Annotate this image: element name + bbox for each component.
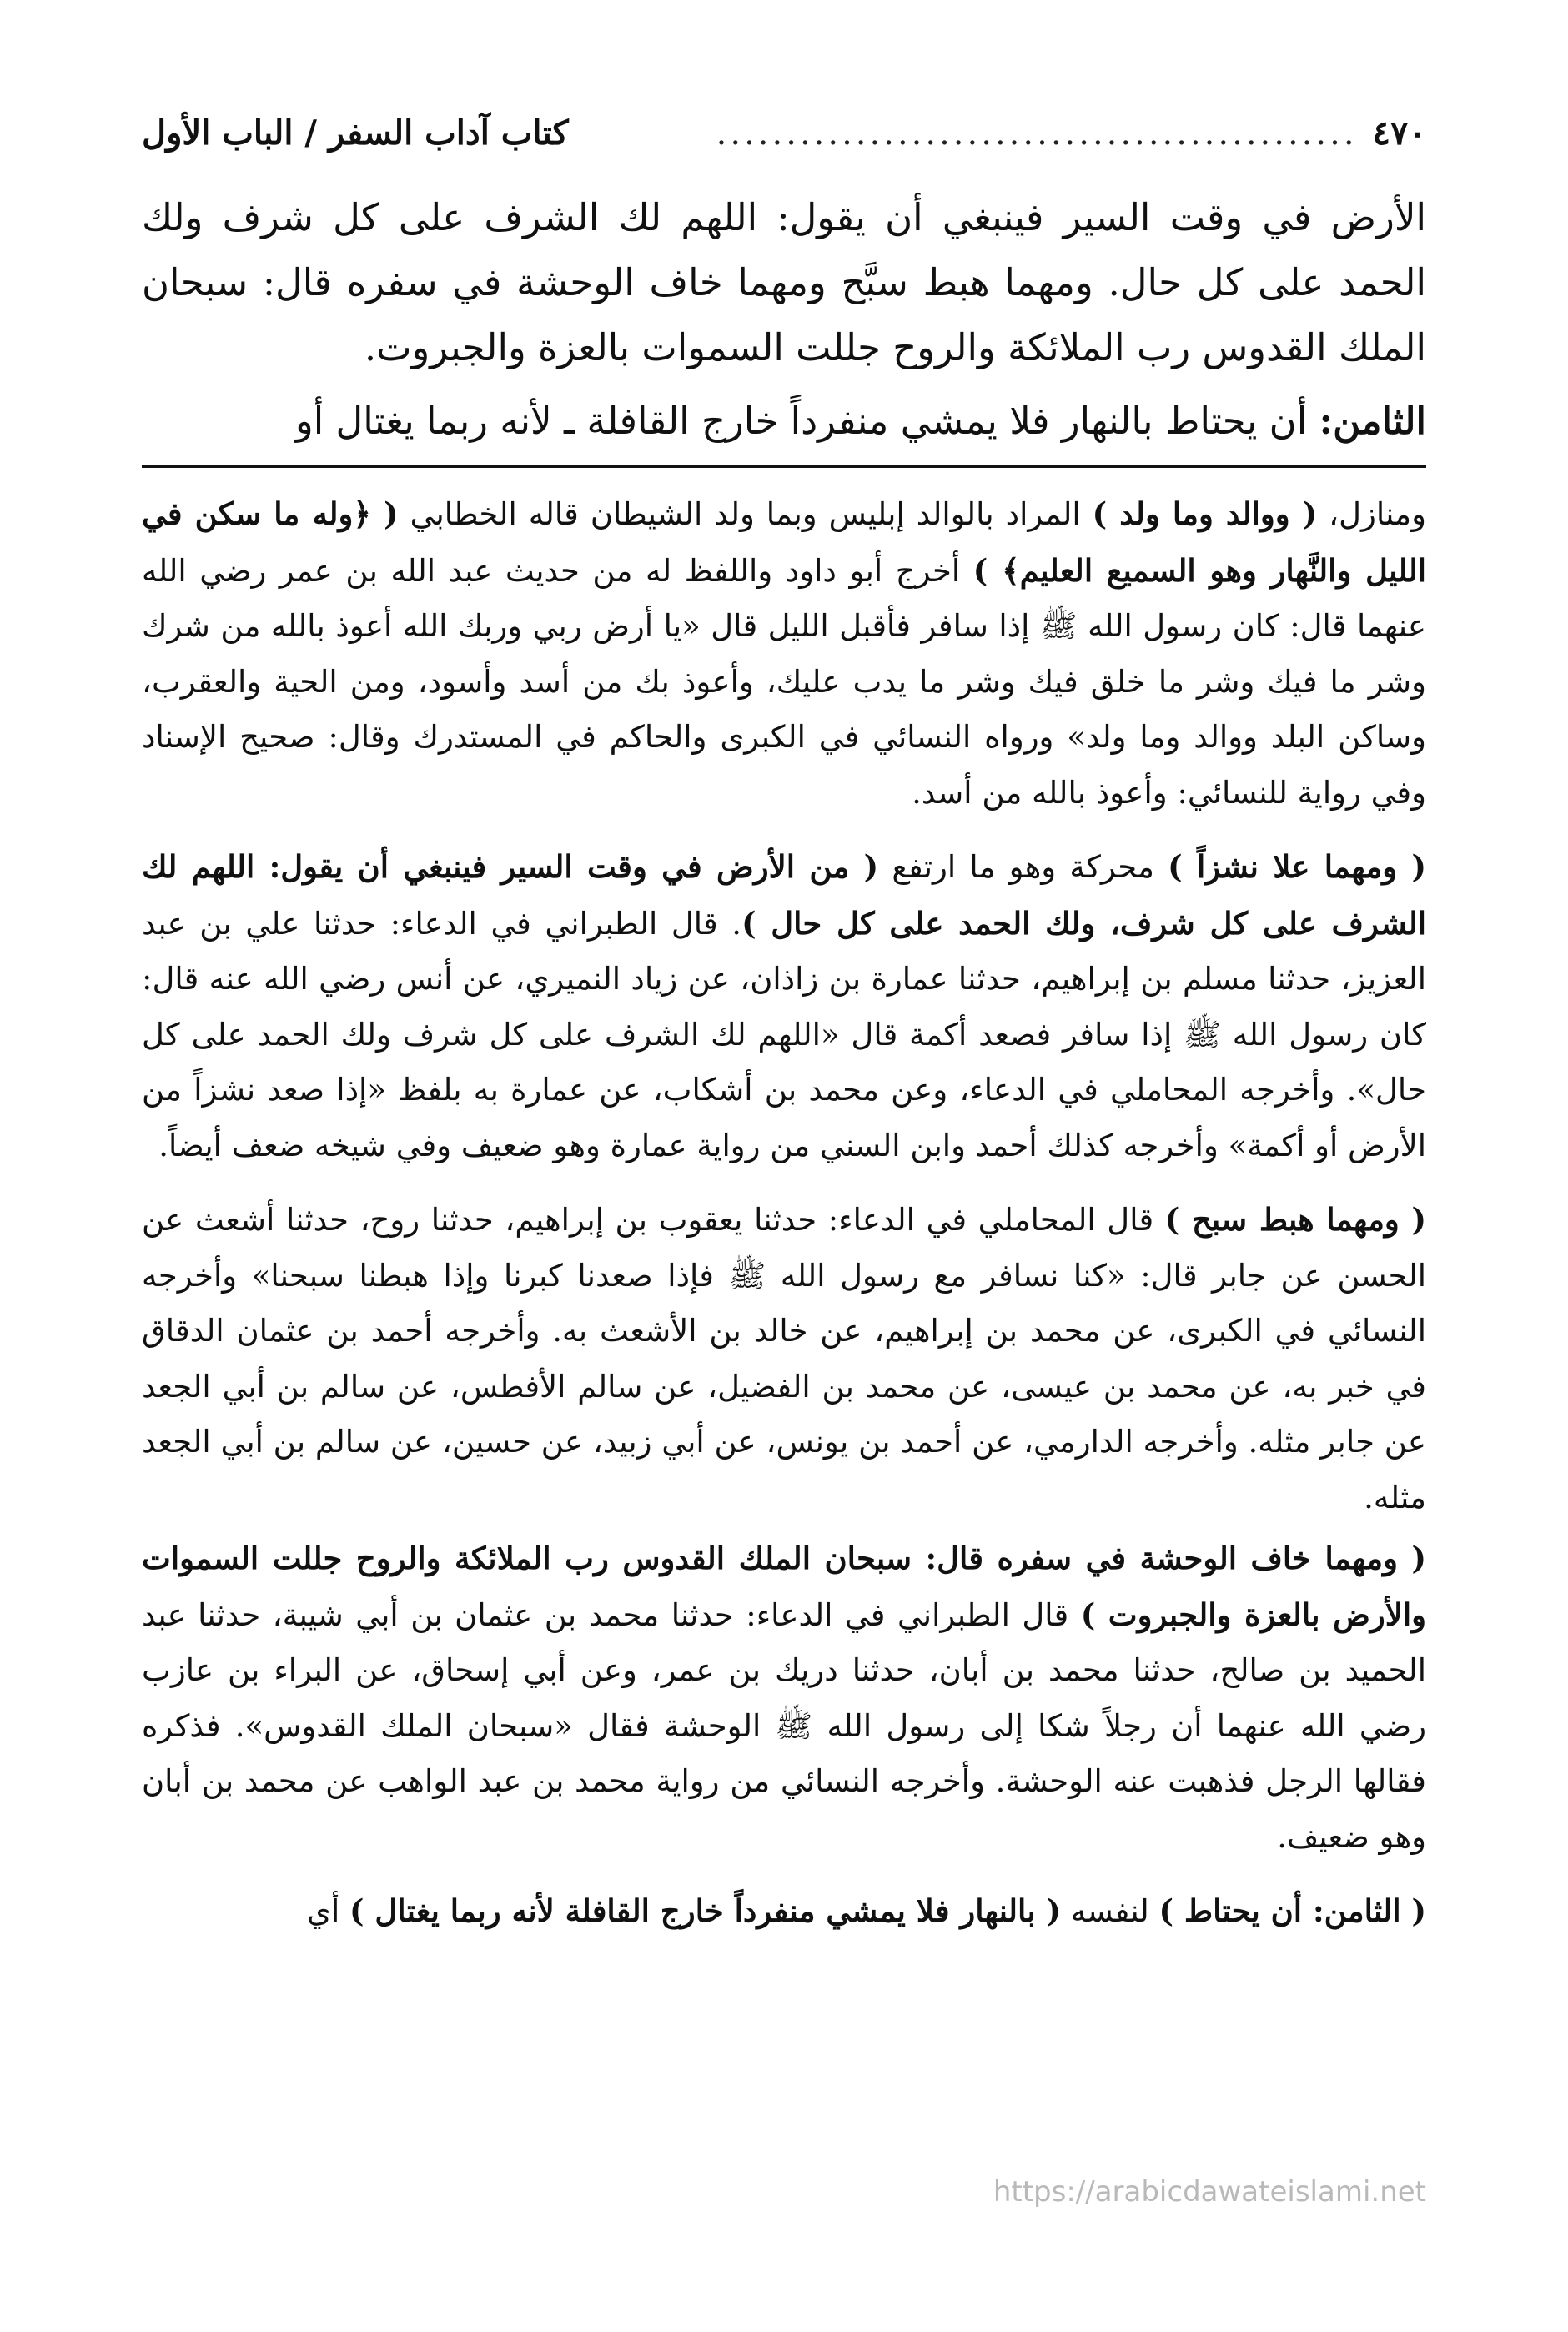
footnote-divider [142,465,1426,468]
commentary-text: ومنازل، [1317,496,1426,532]
commentary-text: محركة وهو ما ارتفع [878,849,1168,885]
header-leader-dots: .............................................. [716,114,1358,153]
commentary-paragraph [142,1883,1426,1940]
commentary-text: لنفسه [1061,1893,1159,1929]
main-paragraph-eighth [142,389,1426,454]
quoted-matn-text: ( ووالد وما ولد ) [1092,495,1318,532]
quoted-matn-text: ( بالنهار فلا يمشي منفرداً خارج القافلة لأنه ربما يغتال ) [349,1892,1061,1929]
commentary [142,486,1426,1940]
quoted-matn-text: ( من الأرض في وقت السير فينبغي أن يقول: اللهم لك الشرف على كل شرف، ولك الحمد على كل حال ) [142,848,1427,942]
eighth-heading: الثامن: [1319,399,1426,443]
quoted-matn-text: ( ﴿وله ما سكن في الليل والنَّهار وهو السميع العليم﴾ ) [142,495,1427,589]
commentary-paragraph [142,839,1426,1174]
main-paragraph: الأرض في وقت السير فينبغي أن يقول: اللهم لك الشرف على كل شرف ولك الحمد على كل حال. ومهما هبط سبَّح ومهما خاف الوحشة في سفره قال: سبحان الملك القدوس رب الملائكة والروح جللت السموات بالعزة والجبروت. [142,195,1426,369]
commentary-text: . قال الطبراني في الدعاء: حدثنا علي بن عبد العزيز، حدثنا مسلم بن إبراهيم، حدثنا عمارة بن زاذان، عن زياد النميري، عن أنس رضي الله عنه قال: كان رسول الله ﷺ إذا سافر فصعد أكمة قال «اللهم لك الشرف على كل شرف ولك الحمد على كل حال». وأخرجه المحاملي في الدعاء، وعن محمد بن أشكاب، عن عمارة به بلفظ «إذا صعد نشزاً من الأرض أو أكمة» وأخرجه كذلك أحمد وابن السني من رواية عمارة وهو ضعيف وفي شيخه ضعف أيضاً. [142,905,1426,1163]
main-text [142,185,1426,454]
page-header [142,108,1426,167]
commentary-text: أي [307,1893,350,1929]
book-page [142,108,1426,2244]
quoted-matn-text: ( ومهما علا نشزاً ) [1168,848,1426,885]
commentary-text: المراد بالوالد إبليس وبما ولد الشيطان قاله الخطابي [398,496,1093,532]
running-title: كتاب آداب السفر / الباب الأول [142,113,569,153]
quoted-matn-text: ( الثامن: أن يحتاط ) [1158,1892,1426,1929]
watermark-url: https://arabicdawateislami.net [993,2175,1426,2209]
commentary-text: قال الطبراني في الدعاء: حدثنا محمد بن عثمان بن أبي شيبة، حدثنا عبد الحميد بن صالح، حدثنا محمد بن أبان، حدثنا دريك بن عمر، وعن أبي إسحاق، عن البراء بن عازب رضي الله عنهما أن رجلاً شكا إلى رسول الله ﷺ الوحشة فقال «سبحان الملك القدوس». فذكره فقالها الرجل فذهبت عنه الوحشة. وأخرجه النسائي من رواية محمد بن عبد الواهب عن محمد بن أبان وهو ضعيف. [142,1596,1426,1855]
commentary-paragraph [142,486,1426,821]
quoted-matn-text: ( ومهما خاف الوحشة في سفره قال: سبحان الملك القدوس رب الملائكة والروح جللت السموات والأرض بالعزة والجبروت ) [142,1540,1426,1633]
eighth-text: أن يحتاط بالنهار فلا يمشي منفرداً خارج القافلة ـ لأنه ربما يغتال أو [294,399,1319,443]
commentary-paragraph [142,1530,1426,1865]
quoted-matn-text: ( ومهما هبط سبح ) [1164,1201,1427,1238]
commentary-paragraph [142,1192,1426,1525]
page-number: ٤٧٠ [1372,113,1426,153]
commentary-text: قال المحاملي في الدعاء: حدثنا يعقوب بن إبراهيم، حدثنا روح، حدثنا أشعث عن الحسن عن جابر قال: «كنا نسافر مع رسول الله ﷺ فإذا صعدنا كبرنا وإذا هبطنا سبحنا» وأخرجه النسائي في الكبرى، عن محمد بن إبراهيم، عن خالد بن الأشعث به. وأخرجه أحمد بن عثمان الدقاق في خبر به، عن محمد بن عيسى، عن محمد بن الفضيل، عن سالم الأفطس، عن سالم بن أبي الجعد عن جابر مثله. وأخرجه الدارمي، عن أحمد بن يونس، عن أبي زبيد، عن حسين، عن سالم بن أبي الجعد مثله. [142,1202,1426,1515]
commentary-text: أخرج أبو داود واللفظ له من حديث عبد الله بن عمر رضي الله عنهما قال: كان رسول الله ﷺ إذا سافر فأقبل الليل قال «يا أرض ربي وربك الله أعوذ بالله من شرك وشر ما فيك وشر ما خلق فيك وشر ما يدب عليك، وأعوذ بك من أسد وأسود، ومن الحية والعقرب، وساكن البلد ووالد وما ولد» ورواه النسائي في الكبرى والحاكم في المستدرك وقال: صحيح الإسناد وفي رواية للنسائي: وأعوذ بالله من أسد. [142,552,1426,811]
